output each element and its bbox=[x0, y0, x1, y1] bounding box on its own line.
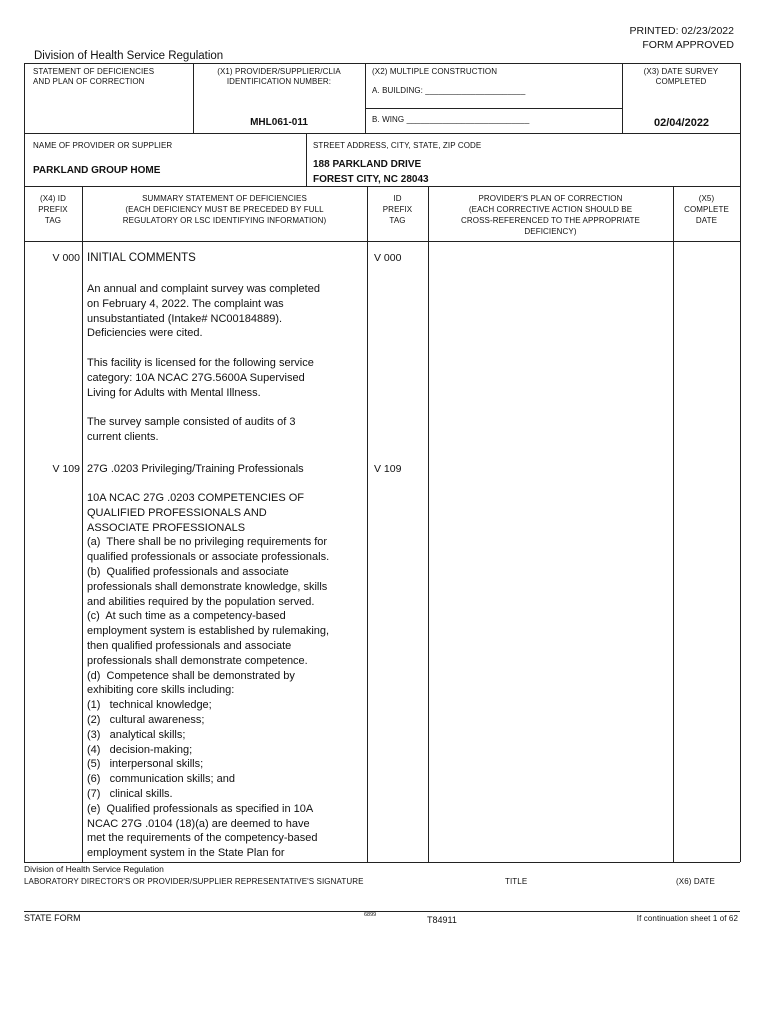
event-id: T84911 bbox=[427, 915, 457, 925]
rule-building-wing bbox=[365, 108, 622, 109]
statement-label-line1: STATEMENT OF DEFICIENCIES bbox=[33, 67, 155, 76]
statement-label bbox=[33, 67, 154, 87]
col-header-id-line2: PREFIX bbox=[382, 205, 413, 214]
entry-body-text: An annual and complaint survey was completed on February 4, 2022. The complaint was unsubstantiated (Intake# NC00184889). Deficiencies were cited. This facility is licensed for the following service category: 10A NCAC 27G.5600A Supervised Living for Adults with Mental Illness. The survey sample consisted of audits of 3 current clients. bbox=[87, 283, 320, 443]
col-header-plan-line2: (EACH CORRECTIVE ACTION SHOULD BE bbox=[468, 205, 633, 214]
rule-col-plan bbox=[673, 186, 674, 862]
x2-label: (X2) MULTIPLE CONSTRUCTION bbox=[372, 67, 498, 76]
statement-label-line2: AND PLAN OF CORRECTION bbox=[33, 77, 145, 86]
footer-division: Division of Health Service Regulation bbox=[24, 864, 164, 874]
state-form-label: STATE FORM bbox=[24, 913, 81, 923]
rule-footer-bottom bbox=[24, 911, 740, 912]
entry-prefix-tag: V 000 bbox=[52, 252, 80, 264]
col-header-x5-line3: DATE bbox=[695, 216, 718, 225]
rule-top bbox=[24, 63, 740, 64]
col-header-summary-line1: SUMMARY STATEMENT OF DEFICIENCIES bbox=[142, 194, 307, 203]
header-block bbox=[534, 24, 734, 52]
col-header-x4-line2: PREFIX bbox=[38, 205, 68, 214]
rule-col-summary bbox=[367, 186, 368, 862]
provider-id-number: MHL061-011 bbox=[250, 117, 308, 128]
col-header-summary-line2: (EACH DEFICIENCY MUST BE PRECEDED BY FULL bbox=[125, 205, 324, 214]
x3-label-line2: COMPLETED bbox=[655, 77, 707, 86]
entry-id-prefix-tag: V 000 bbox=[374, 252, 402, 264]
rule-columns-bottom bbox=[24, 241, 740, 242]
rule-statement-bottom bbox=[24, 133, 740, 134]
rule-right bbox=[740, 63, 741, 862]
col-header-x4 bbox=[24, 193, 82, 226]
rule-address-left bbox=[306, 133, 307, 186]
entry-prefix-tag: V 109 bbox=[52, 463, 80, 475]
rule-col-id bbox=[428, 186, 429, 862]
rule-body-bottom bbox=[24, 862, 740, 863]
signature-label: LABORATORY DIRECTOR'S OR PROVIDER/SUPPLIER REPRESENTATIVE'S SIGNATURE bbox=[24, 877, 364, 886]
provider-name: PARKLAND GROUP HOME bbox=[33, 165, 161, 176]
col-header-x5-line1: (X5) bbox=[698, 194, 715, 203]
entry-title: INITIAL COMMENTS bbox=[87, 252, 196, 264]
entry-id-prefix-tag: V 109 bbox=[374, 463, 402, 475]
col-header-summary-line3: REGULATORY OR LSC IDENTIFYING INFORMATION) bbox=[122, 216, 327, 225]
x3-label bbox=[622, 67, 740, 87]
col-header-x4-line3: TAG bbox=[44, 216, 62, 225]
x1-label-line1: (X1) PROVIDER/SUPPLIER/CLIA bbox=[217, 67, 341, 76]
x1-label-line2: IDENTIFICATION NUMBER: bbox=[226, 77, 332, 86]
x1-label bbox=[193, 67, 365, 87]
col-header-plan-line3: CROSS-REFERENCED TO THE APPROPRIATE bbox=[461, 216, 640, 225]
form-code: 6899 bbox=[364, 912, 377, 918]
col-header-x5-line2: COMPLETE bbox=[684, 205, 729, 214]
col-header-id-line1: ID bbox=[393, 194, 402, 203]
continuation-sheet: If continuation sheet 1 of 62 bbox=[636, 914, 738, 923]
col-header-id-line3: TAG bbox=[389, 216, 406, 225]
x3-label-line1: (X3) DATE SURVEY bbox=[643, 67, 719, 76]
form-approved: FORM APPROVED bbox=[642, 39, 734, 51]
address-block bbox=[313, 157, 429, 187]
rule-x2-left bbox=[365, 63, 366, 133]
title-label: TITLE bbox=[505, 877, 528, 886]
address-label: STREET ADDRESS, CITY, STATE, ZIP CODE bbox=[313, 141, 482, 150]
col-header-plan bbox=[428, 193, 673, 237]
address-line1: 188 PARKLAND DRIVE bbox=[313, 159, 422, 170]
col-header-plan-line4: DEFICIENCY) bbox=[524, 227, 577, 236]
entry-body-text: 10A NCAC 27G .0203 COMPETENCIES OF QUALIFIED PROFESSIONALS AND ASSOCIATE PROFESSIONALS (a) There shall be no privileging requirements for qualified professionals or associate professionals. (b) Qualified professionals and associate professionals shall demonstrate knowledge, skills and abilities required by the population served. (c) At such time as a competency-based employment system is established by rulemaking, then qualified professionals and associate professionals shall demonstrate competence. (d) Competence shall be demonstrated by exhibiting core skills including: (1) technical knowledge; (2) cultural awareness; (3) analytical skills; (4) decision-making; (5) interpersonal skills; (6) communication skills; and (7) clinical skills. (e) Qualified professionals as specified in 10A NCAC 27G .0104 (18)(a) are deemed to have met the requirements of the competency-based employment system in the State Plan for bbox=[87, 492, 330, 860]
printed-date: PRINTED: 02/23/2022 bbox=[629, 25, 734, 37]
x6-date-label: (X6) DATE bbox=[676, 877, 715, 886]
provider-name-label: NAME OF PROVIDER OR SUPPLIER bbox=[33, 141, 173, 150]
col-header-id bbox=[367, 193, 428, 226]
wing-field: B. WING ___________________________ bbox=[372, 115, 530, 124]
col-header-summary bbox=[82, 193, 367, 226]
entry-title: 27G .0203 Privileging/Training Professionals bbox=[87, 463, 304, 475]
survey-completed-date: 02/04/2022 bbox=[654, 117, 710, 129]
col-header-x5 bbox=[673, 193, 740, 226]
division-title: Division of Health Service Regulation bbox=[34, 50, 224, 62]
col-header-x4-line1: (X4) ID bbox=[39, 194, 67, 203]
building-field: A. BUILDING: ______________________ bbox=[372, 86, 526, 95]
address-line2: FOREST CITY, NC 28043 bbox=[313, 174, 429, 185]
col-header-plan-line1: PROVIDER'S PLAN OF CORRECTION bbox=[478, 194, 623, 203]
rule-col-prefix bbox=[82, 186, 83, 862]
